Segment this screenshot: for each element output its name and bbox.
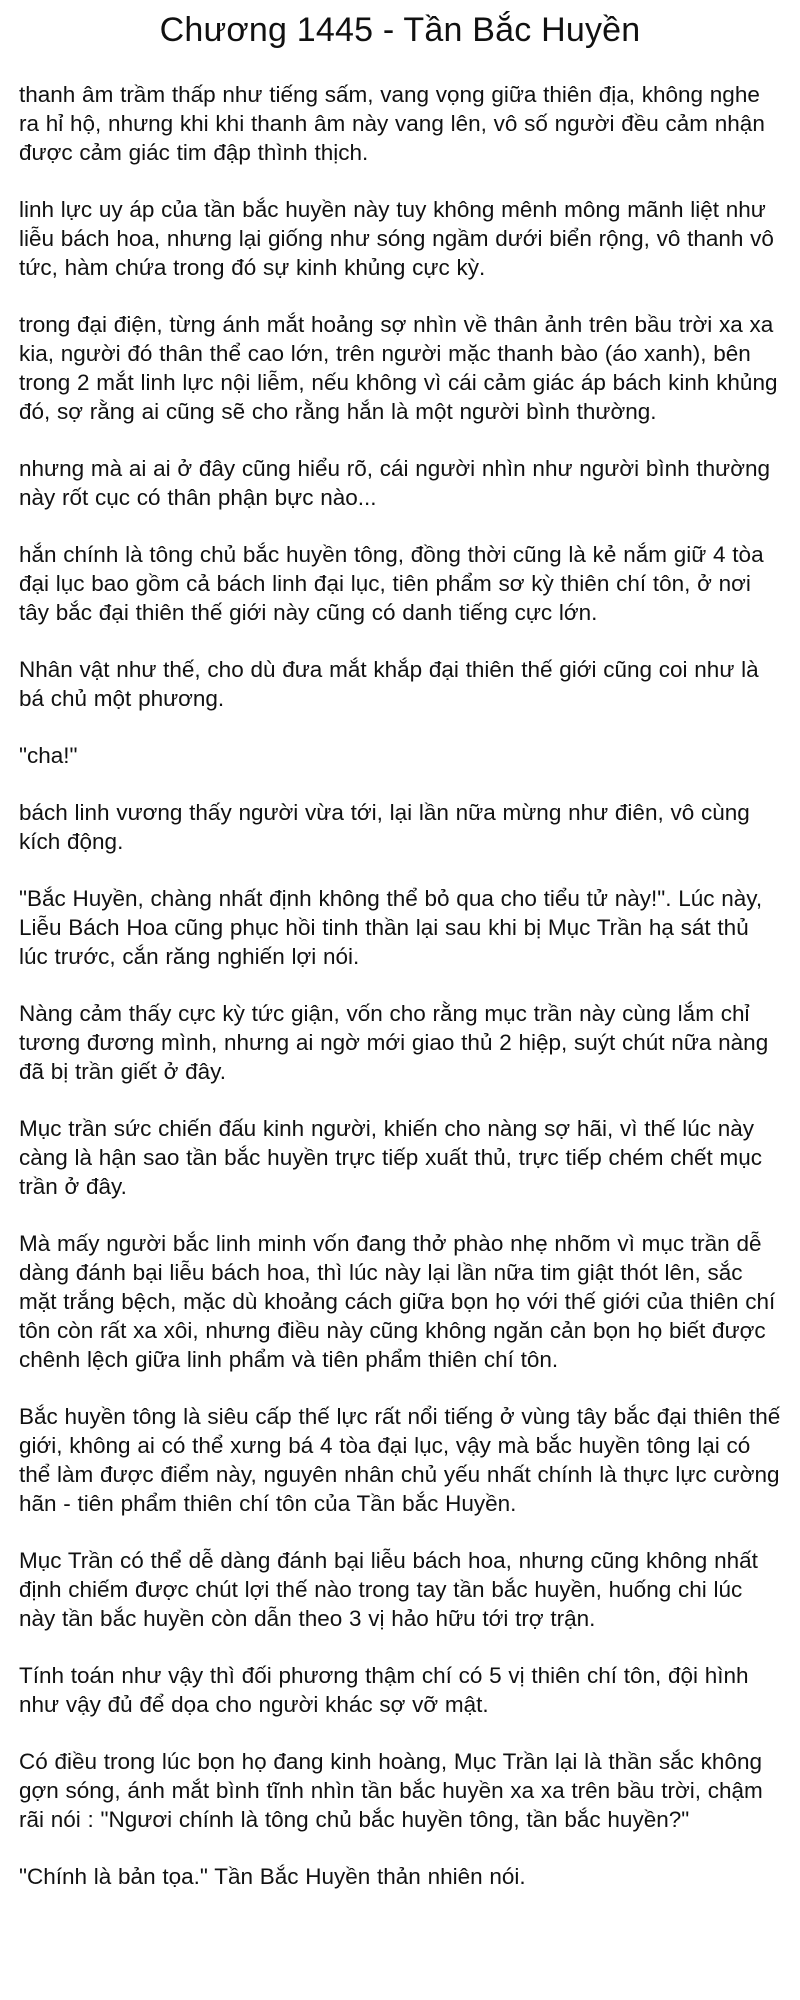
paragraph: linh lực uy áp của tần bắc huyền này tuy không mênh mông mãnh liệt như liễu bách hoa, nhưng lại giống như sóng ngầm dưới biển rộng, vô thanh vô tức, hàm chứa trong đó sự kinh khủng cực kỳ.: [19, 197, 774, 280]
paragraph: Mục Trần có thể dễ dàng đánh bại liễu bách hoa, nhưng cũng không nhất định chiếm được chút lợi thế nào trong tay tần bắc huyền, huống chi lúc này tần bắc huyền còn dẫn theo 3 vị hảo hữu tới trợ trận.: [19, 1548, 758, 1631]
paragraph: nhưng mà ai ai ở đây cũng hiểu rõ, cái người nhìn như người bình thường này rốt cục có thân phận bực nào...: [19, 456, 771, 510]
paragraph: thanh âm trầm thấp như tiếng sấm, vang vọng giữa thiên địa, không nghe ra hỉ hộ, nhưng khi khi thanh âm này vang lên, vô số người đều cảm nhận được cảm giác tim đập thình thịch.: [19, 82, 765, 165]
paragraph: Mục trần sức chiến đấu kinh người, khiến cho nàng sợ hãi, vì thế lúc này càng là hận sao tần bắc huyền trực tiếp xuất thủ, trực tiếp chém chết mục trần ở đây.: [19, 1116, 763, 1199]
paragraph: "cha!": [19, 743, 78, 768]
paragraph: Nàng cảm thấy cực kỳ tức giận, vốn cho rằng mục trần này cùng lắm chỉ tương đương mình, nhưng ai ngờ mới giao thủ 2 hiệp, suýt chút nữa nàng đã bị trần giết ở đây.: [19, 1001, 769, 1084]
paragraph: Bắc huyền tông là siêu cấp thế lực rất nổi tiếng ở vùng tây bắc đại thiên thế giới, không ai có thể xưng bá 4 tòa đại lục, vậy mà bắc huyền tông lại có thể làm được điểm này, nguyên nhân chủ yếu nhất chính là thực lực cường hãn - tiên phẩm thiên chí tôn của Tần bắc Huyền.: [19, 1404, 781, 1516]
paragraph: "Bắc Huyền, chàng nhất định không thể bỏ qua cho tiểu tử này!". Lúc này, Liễu Bách Hoa cũng phục hồi tinh thần lại sau khi bị Mục Trần hạ sát thủ lúc trước, cắn răng nghiến lợi nói.: [19, 886, 763, 969]
paragraph: bách linh vương thấy người vừa tới, lại lần nữa mừng như điên, vô cùng kích động.: [19, 800, 750, 854]
chapter-body: [19, 80, 781, 1891]
paragraph: "Chính là bản tọa." Tần Bắc Huyền thản nhiên nói.: [19, 1864, 526, 1889]
paragraph: hắn chính là tông chủ bắc huyền tông, đồng thời cũng là kẻ nắm giữ 4 tòa đại lục bao gồm cả bách linh đại lục, tiên phẩm sơ kỳ thiên chí tôn, ở nơi tây bắc đại thiên thế giới này cũng có danh tiếng cực lớn.: [19, 542, 764, 625]
chapter-title: Chương 1445 - Tần Bắc Huyền: [159, 11, 641, 49]
paragraph: Có điều trong lúc bọn họ đang kinh hoàng, Mục Trần lại là thần sắc không gợn sóng, ánh mắt bình tĩnh nhìn tần bắc huyền xa xa trên bầu trời, chậm rãi nói : "Ngươi chính là tông chủ bắc huyền tông, tần bắc huyền?": [19, 1749, 763, 1832]
paragraph: Tính toán như vậy thì đối phương thậm chí có 5 vị thiên chí tôn, đội hình như vậy đủ để dọa cho người khác sợ vỡ mật.: [19, 1663, 749, 1717]
paragraph: Nhân vật như thế, cho dù đưa mắt khắp đại thiên thế giới cũng coi như là bá chủ một phương.: [19, 657, 759, 711]
paragraph: Mà mấy người bắc linh minh vốn đang thở phào nhẹ nhõm vì mục trần dễ dàng đánh bại liễu bách hoa, thì lúc này lại lần nữa tim giật thót lên, sắc mặt trắng bệch, mặc dù khoảng cách giữa bọn họ với thế giới của thiên chí tôn còn rất xa xôi, nhưng điều này cũng không ngăn cản bọn họ biết được chênh lệch giữa linh phẩm và tiên phẩm thiên chí tôn.: [19, 1231, 776, 1372]
paragraph: trong đại điện, từng ánh mắt hoảng sợ nhìn về thân ảnh trên bầu trời xa xa kia, người đó thân thể cao lớn, trên người mặc thanh bào (áo xanh), bên trong 2 mắt linh lực nội liễm, nếu không vì cái cảm giác áp bách kinh khủng đó, sợ rằng ai cũng sẽ cho rằng hắn là một người bình thường.: [19, 312, 778, 424]
